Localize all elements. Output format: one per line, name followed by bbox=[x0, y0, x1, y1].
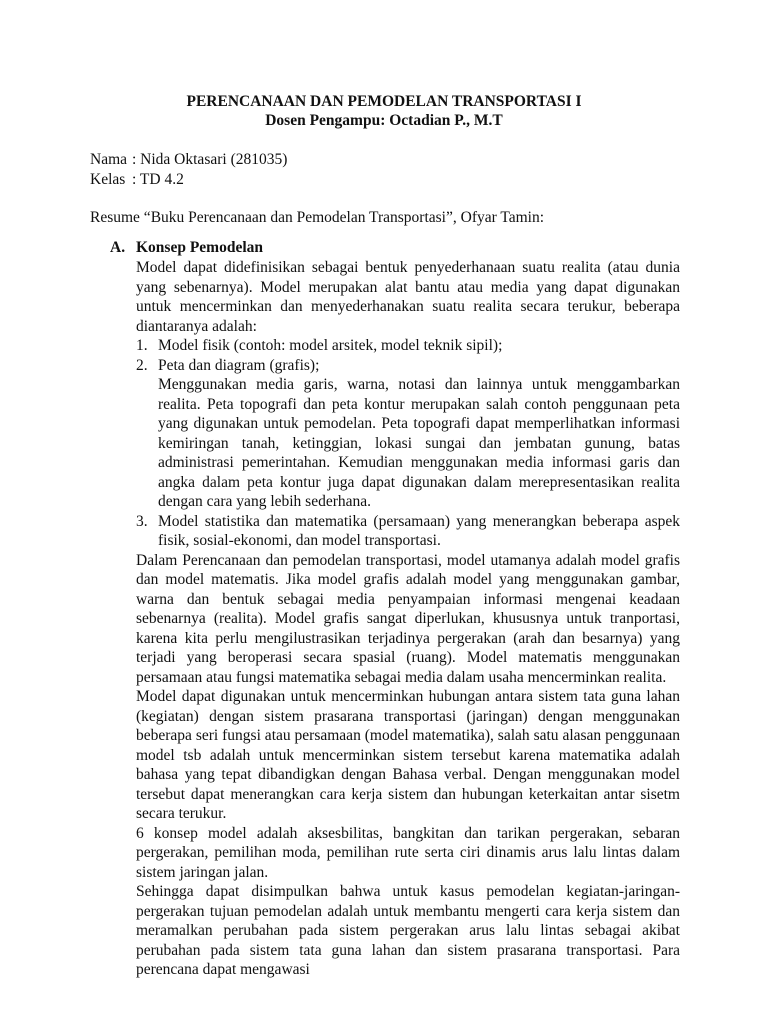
resume-line: Resume “Buku Perencanaan dan Pemodelan Transportasi”, Ofyar Tamin: bbox=[90, 209, 545, 226]
list-item-detail: Menggunakan media garis, warna, notasi dan lainnya untuk menggambarkan realita. Peta topografi dan peta kontur merupakan salah contoh penggunaan peta yang digunakan untuk pemodelan. Peta topografi dapat memperlihatkan informasi kemiringan tanah, ketinggian, lokasi sungai dan jembatan gunung, batas administrasi pemerintahan. Kemudian menggunakan media informasi garis dan angka dalam peta kontur juga dapat digunakan dalam merepresentasikan realita dengan cara yang lebih sederhana. bbox=[158, 376, 680, 510]
lecturer-line: Dosen Pengampu: Octadian P., M.T bbox=[265, 112, 503, 129]
list-item bbox=[136, 356, 680, 376]
name-label: Nama bbox=[90, 151, 128, 168]
list-item bbox=[136, 512, 680, 551]
paragraph-graphic-math-models: Dalam Perencanaan dan pemodelan transportasi, model utamanya adalah model grafis dan model matematis. Jika model grafis adalah model yang menggunakan gambar, warna dan bentuk sebagai media penyampaian informasi mengenai keadaan sebenarnya (realita). Model grafis sangat diperlukan, khususnya untuk tranportasi, karena kita perlu mengilustrasikan terjadinya pergerakan (arah dan besarnya) yang terjadi yang beroperasi secara spasial (ruang). Model matematis menggunakan persamaan atau fungsi matematika sebagai media dalam usaha mencerminkan realita. bbox=[136, 551, 680, 686]
name-value: : Nida Oktasari (281035) bbox=[132, 151, 288, 168]
class-value: : TD 4.2 bbox=[132, 171, 184, 188]
name-row bbox=[90, 150, 287, 170]
section-heading bbox=[110, 238, 680, 258]
student-info bbox=[90, 150, 287, 190]
paragraph-land-use-relation: Model dapat digunakan untuk mencerminkan hubungan antara sistem tata guna lahan (kegiatan) dengan sistem prasarana transportasi (jaringan) dengan menggunakan beberapa seri fungsi atau persamaan (model matematika), salah satu alasan penggunaan model tsb adalah untuk mencerminkan sistem tersebut karena matematika adalah bahasa yang tepat dibandigkan dengan Bahasa verbal. Dengan menggunakan model tersebut dapat menerangkan cara kerja sistem dan hubungan keterkaitan antar sisetm secara terukur. bbox=[136, 688, 680, 822]
list-text: Peta dan diagram (grafis); bbox=[158, 356, 320, 374]
list-item bbox=[136, 336, 680, 356]
list-number: 3. bbox=[136, 512, 148, 530]
title-block bbox=[0, 92, 768, 130]
list-text: Model fisik (contoh: model arsitek, model teknik sipil); bbox=[158, 337, 503, 354]
list-number: 1. bbox=[136, 337, 148, 354]
paragraph-conclusion: Sehingga dapat disimpulkan bahwa untuk kasus pemodelan kegiatan-jaringan-pergerakan tujuan pemodelan adalah untuk membantu mengerti cara kerja sistem dan meramalkan perubahan pada sistem pergerakan arus lalu lintas sebagai akibat perubahan pada sistem tata guna lahan dan sistem prasarana transportasi. Para perencana dapat mengawasi bbox=[136, 883, 680, 978]
section-marker: A. bbox=[110, 239, 126, 256]
class-label: Kelas bbox=[90, 171, 126, 188]
class-row bbox=[90, 170, 287, 190]
section-title: Konsep Pemodelan bbox=[136, 239, 264, 256]
document-title: PERENCANAAN DAN PEMODELAN TRANSPORTASI I bbox=[186, 93, 582, 110]
list-number: 2. bbox=[136, 356, 148, 374]
section-body bbox=[136, 258, 680, 980]
section-concept bbox=[110, 238, 680, 980]
list-text: Model statistika dan matematika (persamaan) yang menerangkan beberapa aspek fisik, sosial-ekonomi, dan model transportasi. bbox=[158, 512, 680, 549]
paragraph-six-concepts: 6 konsep model adalah aksesbilitas, bangkitan dan tarikan pergerakan, sebaran pergerakan, pemilihan moda, pemilihan rute serta ciri dinamis arus lalu lintas dalam sistem jaringan jalan. bbox=[136, 824, 680, 881]
intro-paragraph: Model dapat didefinisikan sebagai bentuk penyederhanaan suatu realita (atau dunia yang sebenarnya). Model merupakan alat bantu atau media yang dapat digunakan untuk mencerminkan dan menyederhanakan suatu realita secara terukur, beberapa diantaranya adalah: bbox=[136, 259, 680, 335]
